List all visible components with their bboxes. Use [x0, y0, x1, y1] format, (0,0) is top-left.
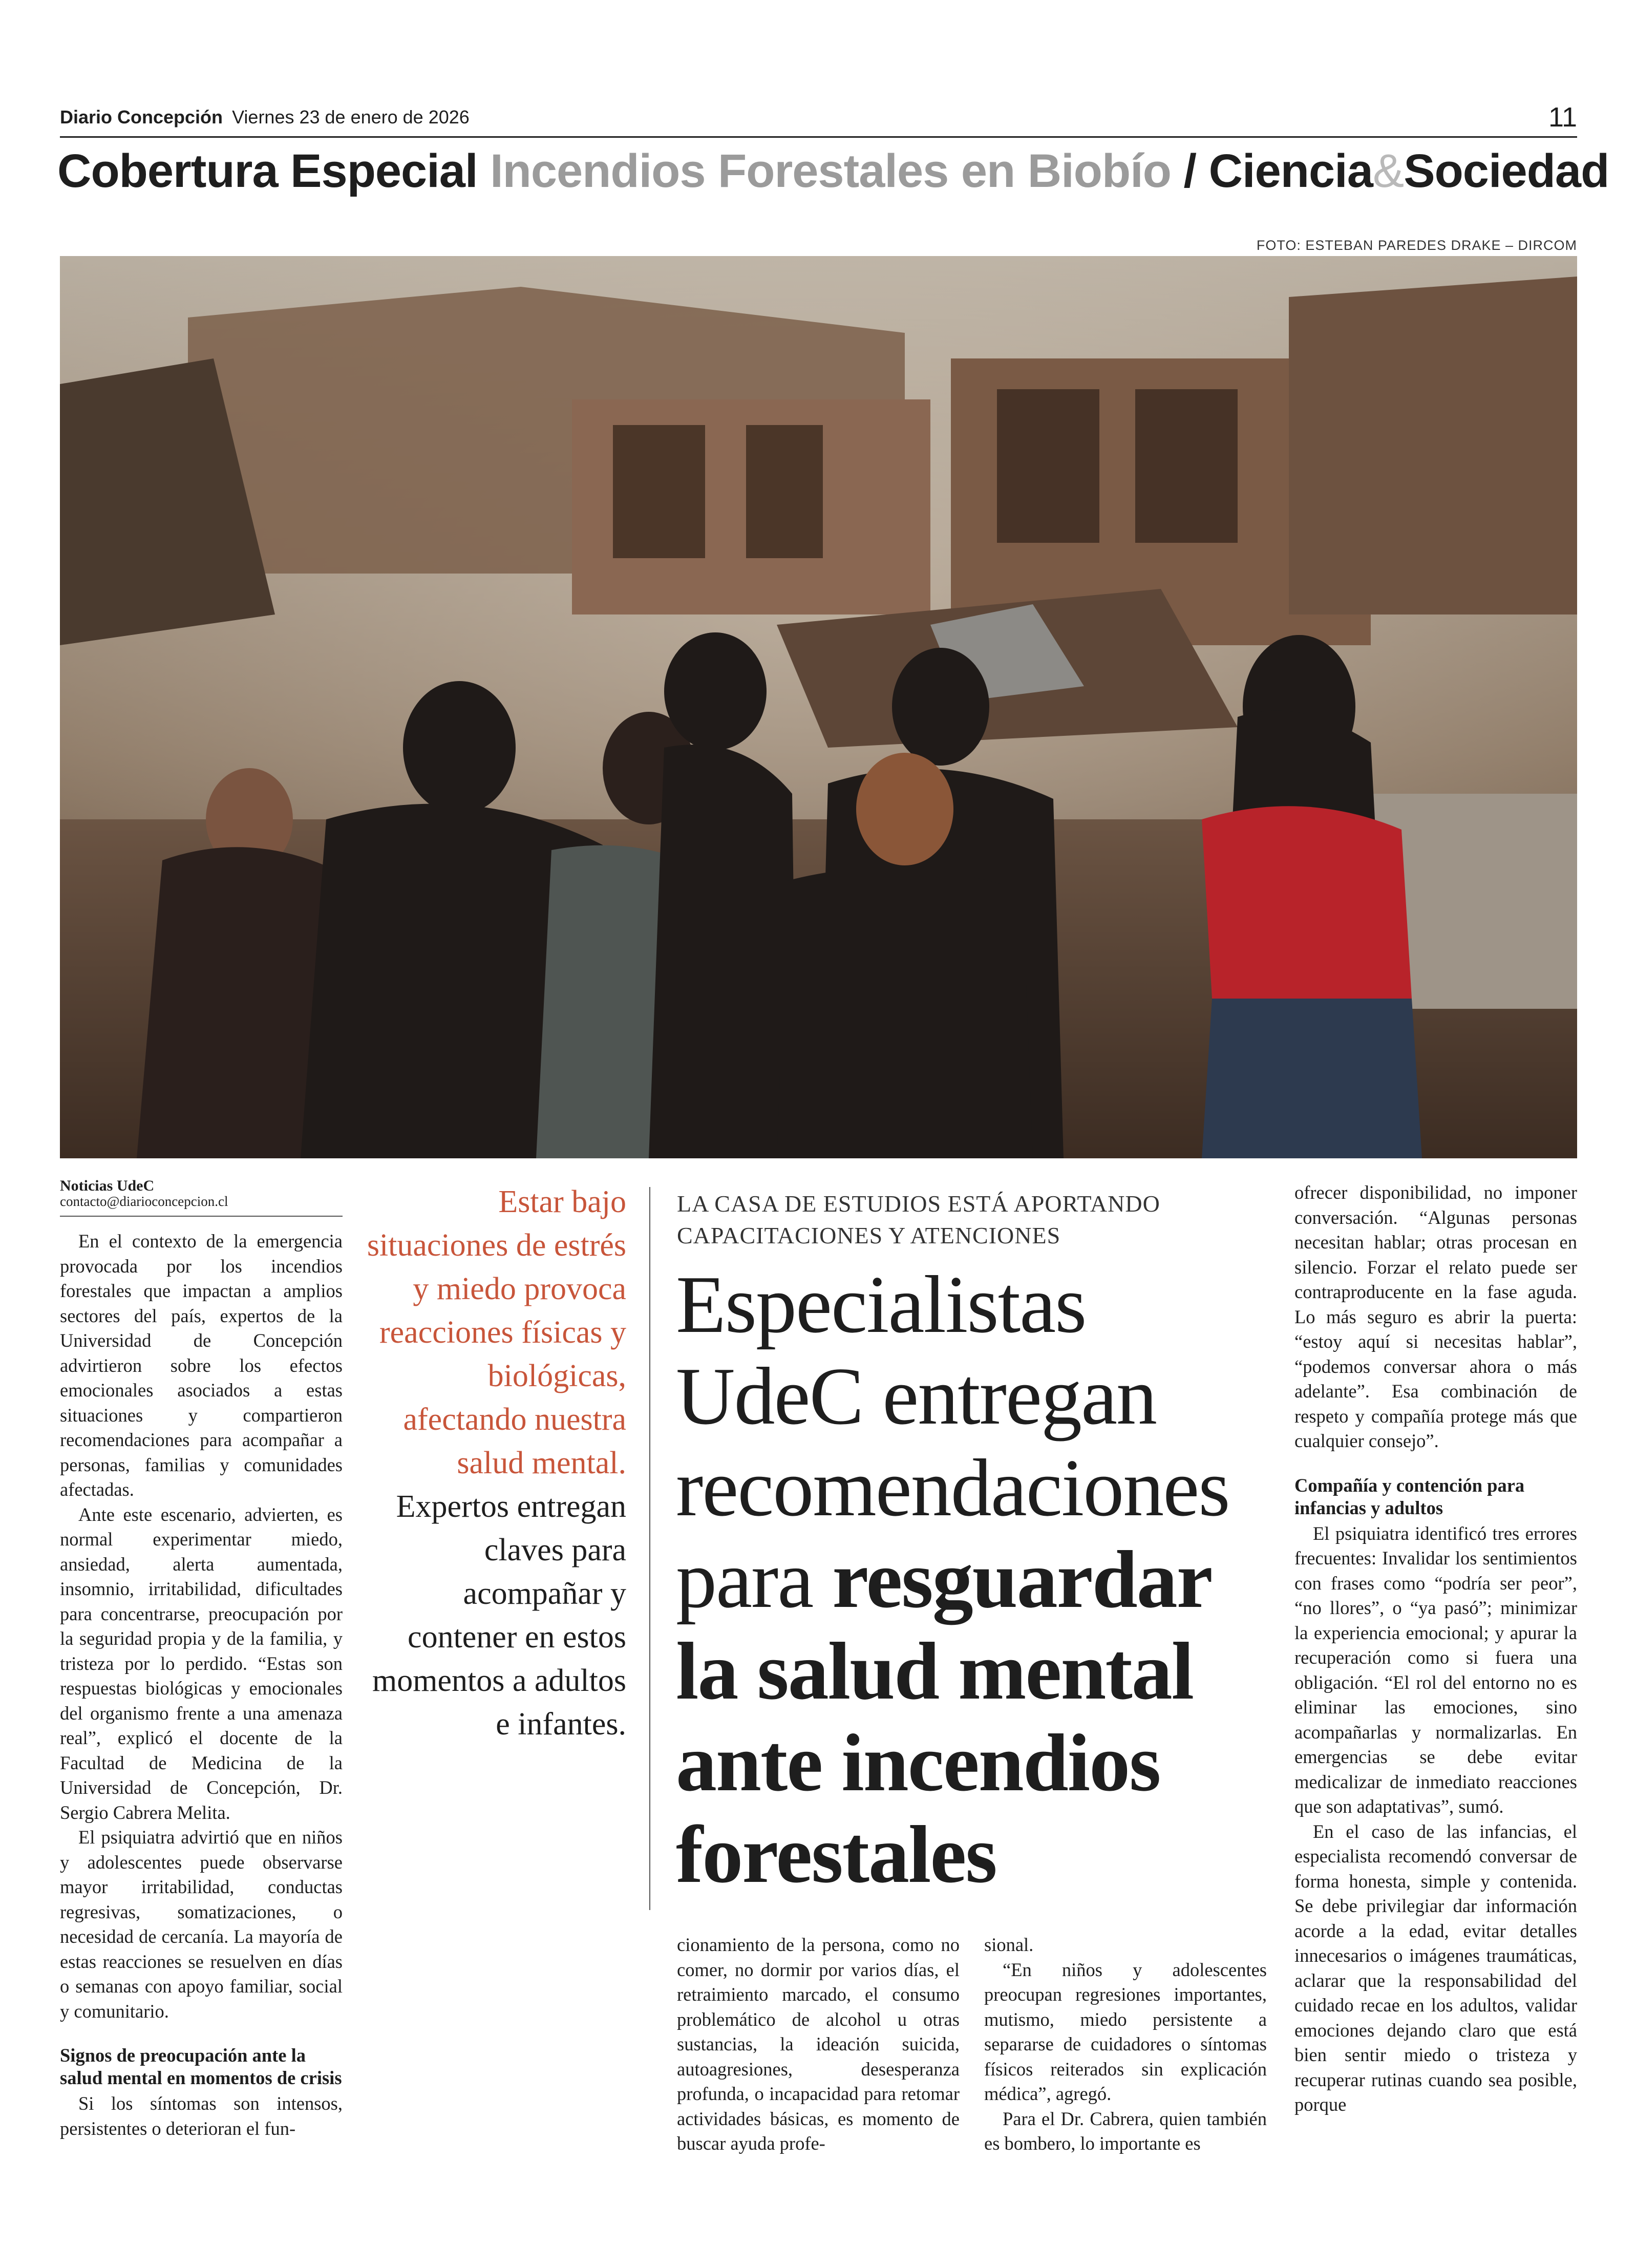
- section-third-a: Ciencia: [1208, 145, 1373, 197]
- page-number: 11: [1548, 102, 1577, 133]
- byline-name: Noticias UdeC: [60, 1177, 155, 1194]
- article-column-4: [984, 1933, 1267, 2156]
- byline: [60, 1178, 343, 1209]
- col5-subhead: Compañía y contención para infancias y adultos: [1294, 1474, 1525, 1518]
- col1-paragraph-1: En el contexto de la emergencia provocada por los incendios forestales que impactan a amplios sectores del país, expertos de la Universidad de Concepción advirtieron sobre los efectos emocionales asociados a estas situaciones y compartieron recomendaciones para acompañar a personas, familias y comunidades afectadas.: [60, 1231, 343, 1500]
- kicker: LA CASA DE ESTUDIOS ESTÁ APORTANDO CAPACITACIONES Y ATENCIONES: [677, 1191, 1160, 1248]
- photo-credit: FOTO: ESTEBAN PAREDES DRAKE – DIRCOM: [1256, 238, 1577, 253]
- col4-paragraph-1: sional.: [984, 1934, 1034, 1955]
- lead-photo: [60, 256, 1577, 1158]
- byline-email[interactable]: contacto@diarioconcepcion.cl: [60, 1194, 228, 1209]
- col3-paragraph-1: cionamiento de la persona, como no comer, no dormir por varios días, el retraimiento marcado, el consumo problemático de alcohol u otras sustancias, la ideación suicida, autoagresiones, desesperanza profunda, o incapacidad para retomar actividades básicas, es momento de buscar ayuda profe-: [677, 1934, 960, 2154]
- pull-quote-rest: Expertos entregan claves para acompañar y contener en estos momentos a adultos e infantes.: [372, 1489, 626, 1742]
- page-folio: [60, 102, 1577, 137]
- article-column-5: [1294, 1180, 1577, 2117]
- col5-paragraph-3: En el caso de las infancias, el especialista recomendó conversar de forma honesta, simple y contenida. Se debe privilegiar dar información acorde a la edad, evitar detalles innecesarios o imágenes traumáticas, aclarar que la responsabilidad del cuidado recae en los adultos, validar emociones dejando claro que está bien sentir miedo o tristeza y recuperar rutinas cuando sea posible, porque: [1294, 1820, 1577, 2115]
- col1-subhead: Signos de preocupación ante la salud mental en momentos de crisis: [60, 2045, 342, 2088]
- col4-paragraph-2: “En niños y adolescentes preocupan regresiones importantes, mutismo, miedo persistente a separarse de cuidadores o síntomas físicos reiterados sin explicación médica”, agregó.: [984, 1959, 1267, 2104]
- headline-bold: resguardar la salud mental ante incendios forestales: [676, 1534, 1210, 1900]
- article-column-1: [60, 1229, 343, 2141]
- column-divider: [649, 1187, 650, 1910]
- col5-paragraph-1: ofrecer disponibilidad, no imponer conversación. “Algunas personas necesitan hablar; otras procesan en silencio. Forzar el relato puede ser contraproducente en la fase aguda. Lo más seguro es abrir la puerta: “estoy aquí si necesitas hablar”, “podemos conversar ahora o más adelante”. Esa combinación de respeto y compañía protege más que cualquier consejo”.: [1294, 1182, 1577, 1451]
- col1-paragraph-3: El psiquiatra advirtió que en niños y adolescentes puede observarse mayor irritabilidad, conductas regresivas, somatizaciones, o necesidad de cercanía. La mayoría de estas reacciones se resuelven en días o semanas con apoyo familiar, social y comunitario.: [60, 1827, 343, 2022]
- headline-light: Especialistas UdeC entregan recomendaciones para: [676, 1259, 1229, 1625]
- col1-paragraph-2: Ante este escenario, advierten, es normal experimentar miedo, ansiedad, alerta aumentada, insomnio, irritabilidad, dificultades para concentrarse, preocupación por la seguridad propia y de la familia, y tristeza por lo perdido. “Estas son respuestas biológicas y emocionales del organismo frente a una amenaza real”, explicó el docente de la Facultad de Medicina de la Universidad de Concepción, Dr. Sergio Cabrera Melita.: [60, 1503, 343, 1823]
- section-slash: /: [1183, 145, 1197, 197]
- section-secondary: Incendios Forestales en Biobío: [490, 145, 1171, 197]
- headline: [676, 1259, 1280, 1900]
- pull-quote: [358, 1180, 626, 1746]
- pull-quote-highlight: Estar bajo situaciones de estrés y miedo provoca reacciones físicas y biológicas, afectando nuestra salud mental.: [367, 1184, 626, 1480]
- section-ampersand: &: [1372, 145, 1404, 197]
- section-third-b: Sociedad: [1404, 145, 1609, 197]
- lead-photo-illustration: [60, 256, 1577, 1158]
- byline-rule: [60, 1216, 343, 1217]
- col1-paragraph-4: Si los síntomas son intensos, persistentes o deterioran el fun-: [60, 2093, 343, 2139]
- col5-paragraph-2: El psiquiatra identificó tres errores frecuentes: Invalidar los sentimientos con frases como “podría ser peor”, “no llores”, o “ya pasó”; minimizar la experiencia emocional; y apurar la recuperación como si fuera una obligación. “El rol del entorno no es eliminar las emociones, sino acompañarlas y normalizarlas. En emergencias se debe evitar medicalizar de inmediato reacciones que son adaptativas”, sumó.: [1294, 1522, 1577, 1817]
- issue-date: Viernes 23 de enero de 2026: [232, 107, 470, 128]
- section-primary: Cobertura Especial: [57, 145, 478, 197]
- newspaper-name: Diario Concepción: [60, 107, 223, 128]
- article-column-3: [677, 1933, 960, 2156]
- header-rule: [60, 136, 1577, 138]
- col4-paragraph-3: Para el Dr. Cabrera, quien también es bombero, lo importante es: [984, 2108, 1267, 2154]
- section-header: [57, 144, 1609, 206]
